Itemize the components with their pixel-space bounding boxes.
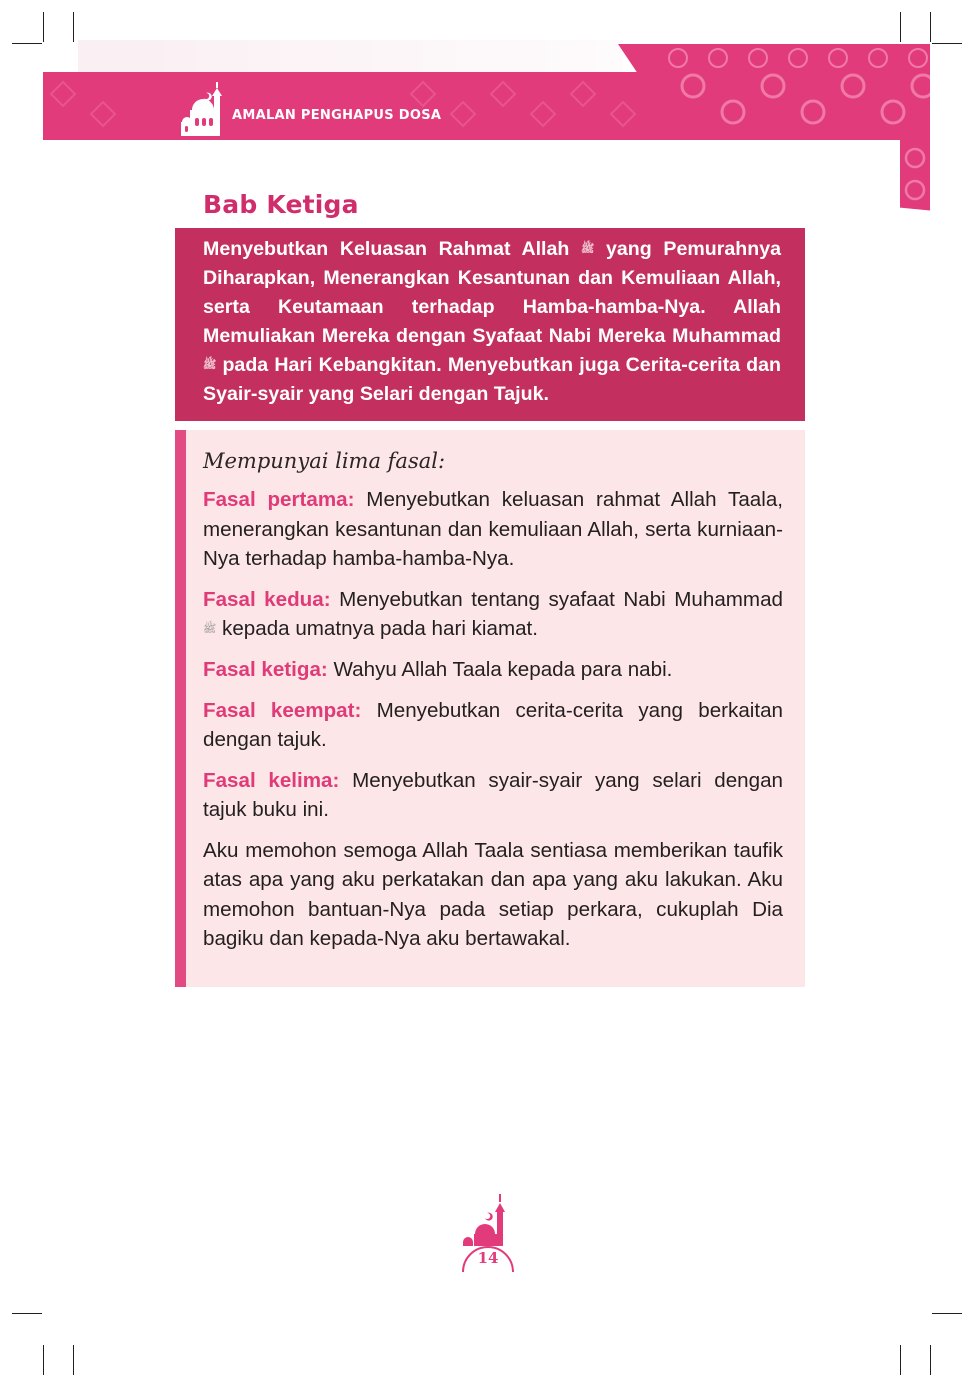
- crop-mark: [930, 1345, 931, 1375]
- salawat-calligraphy-icon: ﷺ: [581, 243, 595, 256]
- crop-mark: [932, 1313, 962, 1314]
- fasal-label: Fasal kelima:: [203, 768, 340, 792]
- page-number: 14: [477, 1249, 499, 1267]
- header-fade-strip: [78, 40, 623, 72]
- fasal-text: Menyebutkan keluasan rahmat Allah Taala, menerangkan kesantunan dan kemuliaan Allah, serta kurniaan-Nya terhadap hamba-hamba-Nya.: [203, 488, 783, 570]
- crop-mark: [43, 12, 44, 42]
- mosque-icon: [180, 80, 228, 138]
- header-pattern-wedge: [618, 44, 930, 72]
- chapter-summary-box: [175, 228, 805, 421]
- crop-mark: [900, 1345, 901, 1375]
- side-tab-ornament: [900, 140, 930, 212]
- fasal-item: [203, 766, 783, 825]
- fasal-item: [203, 655, 783, 685]
- fasal-label: Fasal ketiga:: [203, 658, 328, 682]
- chapter-title: Bab Ketiga: [203, 190, 359, 219]
- salawat-calligraphy-icon: ﷺ: [203, 622, 217, 635]
- fasal-item: [203, 485, 783, 574]
- fasal-label: Fasal keempat:: [203, 698, 362, 722]
- chapter-summary: [203, 235, 781, 409]
- chapter-summary-part: Menyebutkan Keluasan Rahmat Allah: [203, 238, 570, 260]
- header-ornament-pattern: [618, 44, 930, 72]
- crop-mark: [73, 1345, 74, 1375]
- fasal-text: kepada umatnya pada hari kiamat.: [222, 617, 538, 640]
- crop-mark: [900, 12, 901, 42]
- crop-mark: [12, 1313, 42, 1314]
- fasal-label: Fasal kedua:: [203, 587, 331, 611]
- fasal-panel: [175, 430, 805, 987]
- crop-mark: [43, 1345, 44, 1375]
- crop-mark: [930, 12, 931, 42]
- chapter-summary-part: yang Pemurahnya Diharapkan, Menerangkan Kesantunan dan Kemuliaan Allah, serta Keutamaan terhadap Hamba-hamba-Nya. Allah Memuliakan Mereka dengan Syafaat Nabi Mereka Muhammad: [203, 238, 781, 347]
- fasal-text: Wahyu Allah Taala kepada para nabi.: [333, 658, 673, 682]
- fasal-item: [203, 585, 783, 645]
- fasal-label: Fasal pertama:: [203, 488, 355, 511]
- fasal-text: Menyebutkan tentang syafaat Nabi Muhammad: [339, 587, 783, 611]
- crop-mark: [12, 43, 42, 44]
- fasal-item: [203, 696, 783, 755]
- fasal-intro: Mempunyai lima fasal:: [203, 449, 446, 473]
- fasal-text: Menyebutkan syair-syair yang selari dengan tajuk buku ini.: [203, 768, 783, 822]
- chapter-summary-part: pada Hari Kebangkitan. Menyebutkan juga Cerita-cerita dan Syair-syair yang Selari dengan Tajuk.: [203, 354, 781, 405]
- running-header-title: AMALAN PENGHAPUS DOSA: [232, 108, 442, 123]
- crop-mark: [73, 12, 74, 42]
- header-side-tab: [900, 140, 930, 212]
- crop-mark: [932, 43, 962, 44]
- closing-paragraph: Aku memohon semoga Allah Taala sentiasa memberikan taufik atas apa yang aku perkatakan dan apa yang aku lakukan. Aku memohon bantuan-Nya pada setiap perkara, cukuplah Dia bagiku dan kepada-Nya aku bertawakal.: [203, 838, 783, 951]
- header-ornament-pattern: [43, 72, 930, 140]
- header-band: [43, 72, 930, 140]
- salawat-calligraphy-icon: ﷺ: [203, 359, 217, 372]
- fasal-text: Menyebutkan cerita-cerita yang berkaitan dengan tajuk.: [203, 698, 783, 752]
